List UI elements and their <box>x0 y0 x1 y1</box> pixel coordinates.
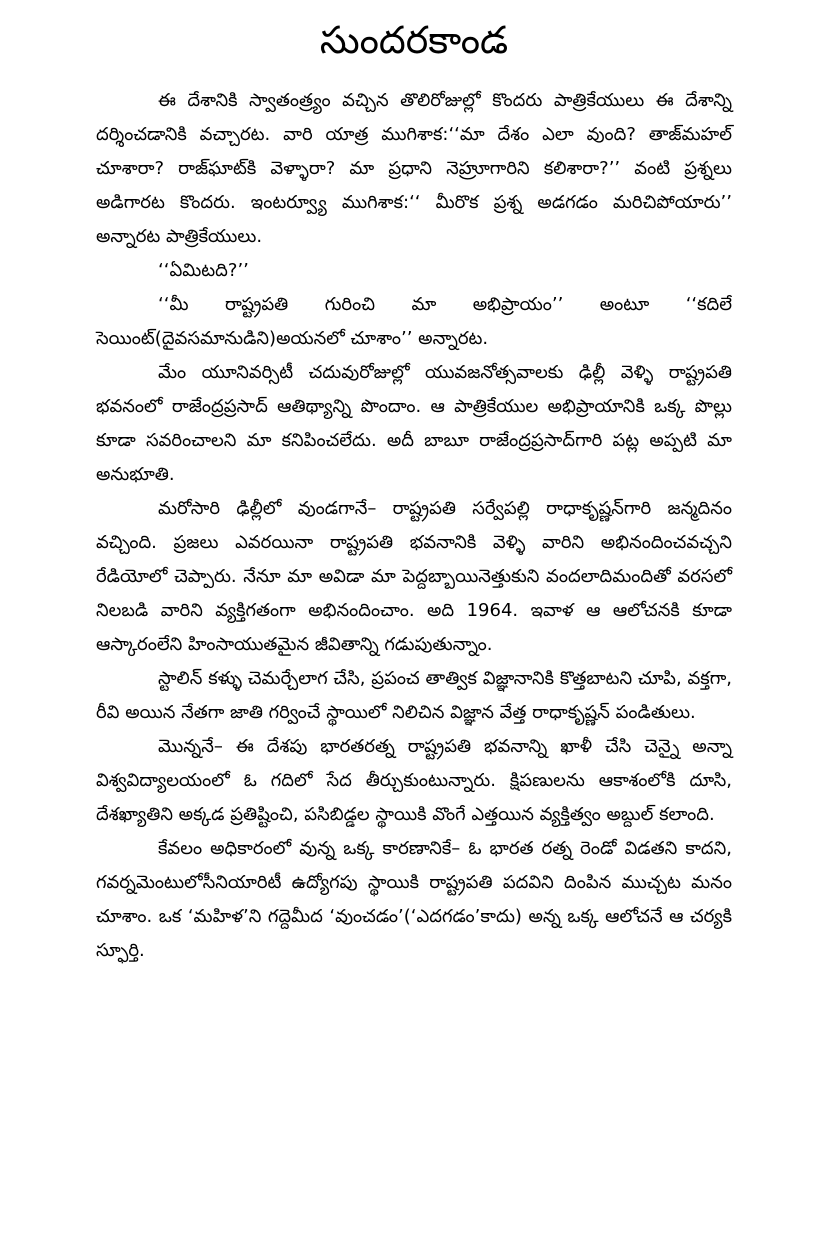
paragraph-what-is-it: ‘‘ఏమిటది?’’ <box>158 260 249 281</box>
paragraph-journalists-visit: ఈ దేశానికి స్వాతంత్ర్యం వచ్చిన తొలిరోజుల్లో కొందరు పాత్రికేయులు ఈ దేశాన్ని దర్శించడానికి వచ్చారట. వారి యాత్ర ముగిశాక:‘‘మా దేశం ఎలా వుంది? తాజ్‌మహల్ చూశారా? రాజ్‌ఘాట్‌కి వెళ్ళారా? మా ప్రధాని నెహ్రూగారిని కలిశారా?’’ వంటి ప్రశ్నలు అడిగారట కొందరు. ఇంటర్వ్యూ ముగిశాక:‘‘ మీరొక ప్రశ్న అడగడం మరిచిపోయారు’’ అన్నారట పాత్రికేయులు. <box>96 90 732 247</box>
page-title: సుందరకాండ <box>319 18 509 62</box>
paragraph-radhakrishnan-birthday: మరోసారి ఢిల్లీలో వుండగానే– రాష్ట్రపతి సర్వేపల్లి రాధాకృష్ణన్‌గారి జన్మదినం వచ్చింది. ప్రజలు ఎవరయినా రాష్ట్రపతి భవనానికి వెళ్ళి వారిని అభినందించవచ్చని రేడియోలో చెప్పారు. నేనూ మా అవిడా మా పెద్దబ్బాయినెత్తుకుని వందలాదిమందితో వరసలో నిలబడి వారిని వ్యక్తిగతంగా అభినందించాం. అది 1964. ఇవాళ ఆ ఆలోచనకి కూడా ఆస్కారంలేని హింసాయుతమైన జీవితాన్ని గడుపుతున్నాం. <box>96 498 732 655</box>
paragraph-presidency-decline: కేవలం అధికారంలో వున్న ఒక్క కారణానికే– ఓ భారత రత్న రెండో విడతని కాదని, గవర్నమెంటులోసీనియారిటీ ఉద్యోగపు స్థాయికి రాష్ట్రపతి పదవిని దింపిన ముచ్చట మనం చూశాం. ఒక ‘మహిళ’ని గద్దెమీద ‘వుంచడం’(‘ఎదగడం’కాదు) అన్న ఒక్క ఆలోచనే ఆ చర్యకి స్ఫూర్తి. <box>96 838 732 961</box>
paragraph-radhakrishnan-scholar: స్టాలిన్ కళ్ళు చెమర్చేలాగ చేసి, ప్రపంచ తాత్విక విజ్ఞానానికి కొత్తబాటని చూపి, వక్తగా, రీవి అయిన నేతగా జాతి గర్వించే స్థాయిలో నిలిచిన విజ్ఞాన వేత్త రాధాకృష్ణన్ పండితులు. <box>96 668 732 723</box>
paragraph-abdul-kalam: మొన్ననే– ఈ దేశపు భారతరత్న రాష్ట్రపతి భవనాన్ని ఖాళీ చేసి చెన్నై అన్నా విశ్వవిద్యాలయంలో ఓ గదిలో సేద తీర్చుకుంటున్నారు. క్షిపణులను ఆకాశంలోకి దూసి, దేశఖ్యాతిని అక్కడ ప్రతిష్టించి, పసిబిడ్డల స్థాయికి వొంగే ఎత్తయిన వ్యక్తిత్వం అబ్దుల్ కలాంది. <box>96 736 732 825</box>
paragraph-rajendra-prasad: మేం యూనివర్సిటీ చదువురోజుల్లో యువజనోత్సవాలకు ఢిల్లీ వెళ్ళి రాష్ట్రపతి భవనంలో రాజేంద్రప్రసాద్ ఆతిథ్యాన్ని పొందాం. ఆ పాత్రికేయుల అభిప్రాయానికి ఒక్క పొల్లు కూడా సవరించాలని మా కనిపించలేదు. అదీ బాబూ రాజేంద్రప్రసాద్‌గారి పట్ల అప్పటి మా అనుభూతి. <box>96 362 732 485</box>
paragraph-president-opinion: ‘‘మీ రాష్ట్రపతి గురించి మా అభిప్రాయం’’ అంటూ ‘‘కదిలే సెయింట్(దైవసమానుడిని)అయనలో చూశాం’’ అన్నారట. <box>96 294 732 349</box>
document-page <box>96 10 732 968</box>
